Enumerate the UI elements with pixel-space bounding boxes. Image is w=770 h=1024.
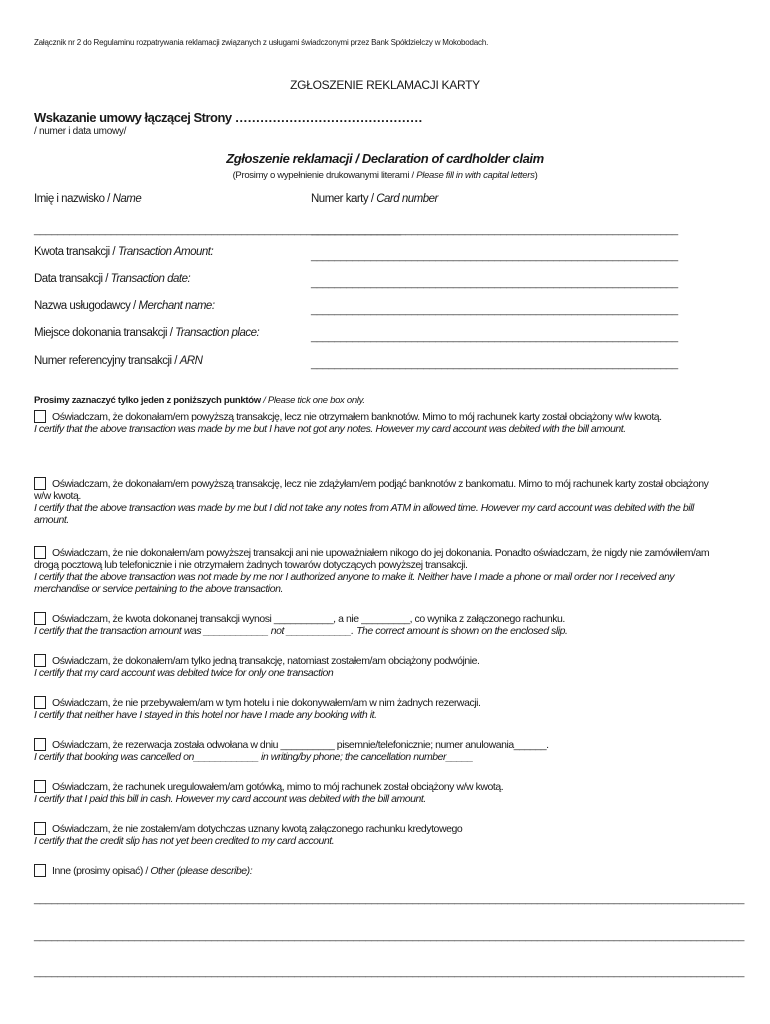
option-9-pl-text: Oświadczam, że nie zostałem/am dotychczas uznany kwotą załączonego rachunku kredytowego bbox=[52, 823, 463, 835]
option-2-checkbox[interactable] bbox=[34, 477, 46, 490]
option-4-en: I certify that the transaction amount was ____________ not ____________. The correct amount is shown on the enclosed slip. bbox=[34, 625, 568, 637]
option-4-checkbox[interactable] bbox=[34, 612, 46, 625]
option-3-checkbox[interactable] bbox=[34, 546, 46, 559]
arn-label-pl: Numer referencyjny transakcji / bbox=[34, 355, 180, 367]
card-number-label bbox=[311, 193, 438, 205]
merchant-label-en: Merchant name: bbox=[138, 300, 215, 312]
card-label-en: Card number bbox=[376, 193, 438, 205]
place-label-en: Transaction place: bbox=[175, 327, 260, 339]
describe-line-2[interactable]: ________________________________________________________________________________________________________________________ bbox=[34, 930, 745, 942]
name-label-pl: Imię i nazwisko / bbox=[34, 193, 113, 205]
option-5-en: I certify that my card account was debited twice for only one transaction bbox=[34, 667, 334, 679]
claim-note-en: Please fill in with capital letters bbox=[416, 170, 535, 181]
option-10-checkbox[interactable] bbox=[34, 864, 46, 877]
date-label-en: Transaction date: bbox=[110, 273, 191, 285]
option-5-pl bbox=[34, 654, 724, 667]
option-9-en: I certify that the credit slip has not yet been credited to my card account. bbox=[34, 835, 335, 847]
option-3-pl-text: Oświadczam, że nie dokonałem/am powyższej transakcji ani nie upoważniałem nikogo do jej dokonania. Ponadto oświadczam, że nigdy nie zamówiłem/am drogą pocztową lub telefonicznie i nie otrzymałem żadnych towarów dotyczących powyższej transakcji. bbox=[34, 547, 710, 571]
amount-label-pl: Kwota transakcji / bbox=[34, 246, 118, 258]
arn-field[interactable]: ______________________________________________________________ bbox=[311, 358, 678, 370]
option-6-pl-text: Oświadczam, że nie przebywałem/am w tym hotelu i nie dokonywałem/am w nim żadnych rezerwacji. bbox=[52, 697, 481, 709]
option-9 bbox=[34, 822, 724, 847]
place-label-pl: Miejsce dokonania transakcji / bbox=[34, 327, 176, 339]
name-label bbox=[34, 193, 141, 205]
option-1 bbox=[34, 410, 724, 435]
merchant-field[interactable]: ______________________________________________________________ bbox=[311, 304, 678, 316]
option-8-en: I certify that I paid this bill in cash. However my card account was debited with the bill amount. bbox=[34, 793, 426, 805]
option-2-pl bbox=[34, 477, 724, 502]
tick-instruction bbox=[34, 395, 365, 406]
amount-field[interactable]: ______________________________________________________________ bbox=[311, 250, 678, 262]
option-3-pl bbox=[34, 546, 724, 571]
option-8-pl-text: Oświadczam, że rachunek uregulowałem/am gotówką, mimo to mój rachunek został obciążony w/w kwotą. bbox=[52, 781, 504, 793]
option-2-en: I certify that the above transaction was made by me but I did not take any notes from ATM in allowed time. However my card account was debited with the bill amount. bbox=[34, 502, 694, 526]
option-9-checkbox[interactable] bbox=[34, 822, 46, 835]
date-label bbox=[34, 273, 190, 285]
merchant-label-pl: Nazwa usługodawcy / bbox=[34, 300, 139, 312]
option-7-en: I certify that booking was cancelled on____________ in writing/by phone; the cancellation number_____ bbox=[34, 751, 474, 763]
option-7 bbox=[34, 738, 724, 763]
option-6-en: I certify that neither have I stayed in this hotel nor have I made any booking with it. bbox=[34, 709, 377, 721]
option-1-pl bbox=[34, 410, 724, 423]
option-8-checkbox[interactable] bbox=[34, 780, 46, 793]
option-4 bbox=[34, 612, 724, 637]
merchant-label bbox=[34, 300, 215, 312]
contract-label: Wskazanie umowy łączącej Strony ……………………………………… bbox=[34, 110, 423, 125]
arn-label bbox=[34, 355, 202, 367]
name-field[interactable]: ______________________________________________________________ bbox=[34, 224, 401, 236]
option-10-pl-text: Inne (prosimy opisać) / bbox=[52, 865, 148, 877]
option-5-pl-text: Oświadczam, że dokonałem/am tylko jedną transakcję, natomiast zostałem/am obciążony podwójnie. bbox=[52, 655, 480, 667]
claim-note bbox=[0, 170, 770, 181]
card-number-field[interactable]: ______________________________________________________________ bbox=[311, 224, 678, 236]
place-field[interactable]: ______________________________________________________________ bbox=[311, 331, 678, 343]
form-title: ZGŁOSZENIE REKLAMACJI KARTY bbox=[290, 78, 480, 92]
option-7-checkbox[interactable] bbox=[34, 738, 46, 751]
option-4-pl-text: Oświadczam, że kwota dokonanej transakcji wynosi ___________, a nie _________, co wynika z załączonego rachunku. bbox=[52, 613, 565, 625]
option-5-checkbox[interactable] bbox=[34, 654, 46, 667]
tick-instruction-pl: Prosimy zaznaczyć tylko jeden z poniższych punktów bbox=[34, 395, 261, 406]
tick-instruction-en: / Please tick one box only. bbox=[260, 395, 365, 406]
option-1-checkbox[interactable] bbox=[34, 410, 46, 423]
option-6-pl bbox=[34, 696, 724, 709]
claim-title: Zgłoszenie reklamacji / Declaration of cardholder claim bbox=[226, 151, 544, 166]
describe-line-1[interactable]: ________________________________________________________________________________________________________________________ bbox=[34, 893, 745, 905]
date-field[interactable]: ______________________________________________________________ bbox=[311, 277, 678, 289]
place-label bbox=[34, 327, 259, 339]
name-label-en: Name bbox=[112, 193, 142, 205]
option-8-pl bbox=[34, 780, 724, 793]
option-2-pl-text: Oświadczam, że dokonałam/em powyższą transakcję, lecz nie zdążyłam/em podjąć banknotów z bankomatu. Mimo to mój rachunek karty został obciążony w/w kwotą. bbox=[34, 478, 709, 502]
option-3 bbox=[34, 546, 724, 595]
attachment-note: Załącznik nr 2 do Regulaminu rozpatrywania reklamacji związanych z usługami świadczonymi przez Bank Spółdzielczy w Mokobodach. bbox=[34, 38, 489, 47]
option-3-en: I certify that the above transaction was not made by me nor I authorized anyone to make it. Neither have I made a phone or mail order nor I received any merchandise or service pertaining to the above transaction. bbox=[34, 571, 675, 595]
option-9-pl bbox=[34, 822, 724, 835]
date-label-pl: Data transakcji / bbox=[34, 273, 111, 285]
option-6-checkbox[interactable] bbox=[34, 696, 46, 709]
option-7-pl bbox=[34, 738, 724, 751]
option-1-en: I certify that the above transaction was made by me but I have not got any notes. However my card account was debited with the bill amount. bbox=[34, 423, 626, 435]
arn-label-en: ARN bbox=[179, 355, 203, 367]
option-1-pl-text: Oświadczam, że dokonałam/em powyższą transakcję, lecz nie otrzymałem banknotów. Mimo to mój rachunek karty został obciążony w/w kwotą. bbox=[52, 411, 662, 423]
describe-line-3[interactable]: ________________________________________________________________________________________________________________________ bbox=[34, 966, 745, 978]
card-label-pl: Numer karty / bbox=[311, 193, 377, 205]
option-4-pl bbox=[34, 612, 724, 625]
claim-note-pl: (Prosimy o wypełnienie drukowanymi literami / bbox=[232, 170, 417, 181]
contract-sublabel: / numer i data umowy/ bbox=[34, 126, 127, 137]
amount-label-en: Transaction Amount: bbox=[117, 246, 214, 258]
option-10 bbox=[34, 864, 724, 877]
claim-note-end: ) bbox=[534, 170, 538, 181]
option-6 bbox=[34, 696, 724, 721]
option-5 bbox=[34, 654, 724, 679]
amount-label bbox=[34, 246, 213, 258]
option-2 bbox=[34, 477, 724, 526]
option-10-en: Other (please describe): bbox=[150, 865, 253, 877]
option-8 bbox=[34, 780, 724, 805]
option-10-pl bbox=[34, 864, 724, 877]
option-7-pl-text: Oświadczam, że rezerwacja została odwołana w dniu __________ pisemnie/telefonicznie; numer anulowania______. bbox=[52, 739, 549, 751]
